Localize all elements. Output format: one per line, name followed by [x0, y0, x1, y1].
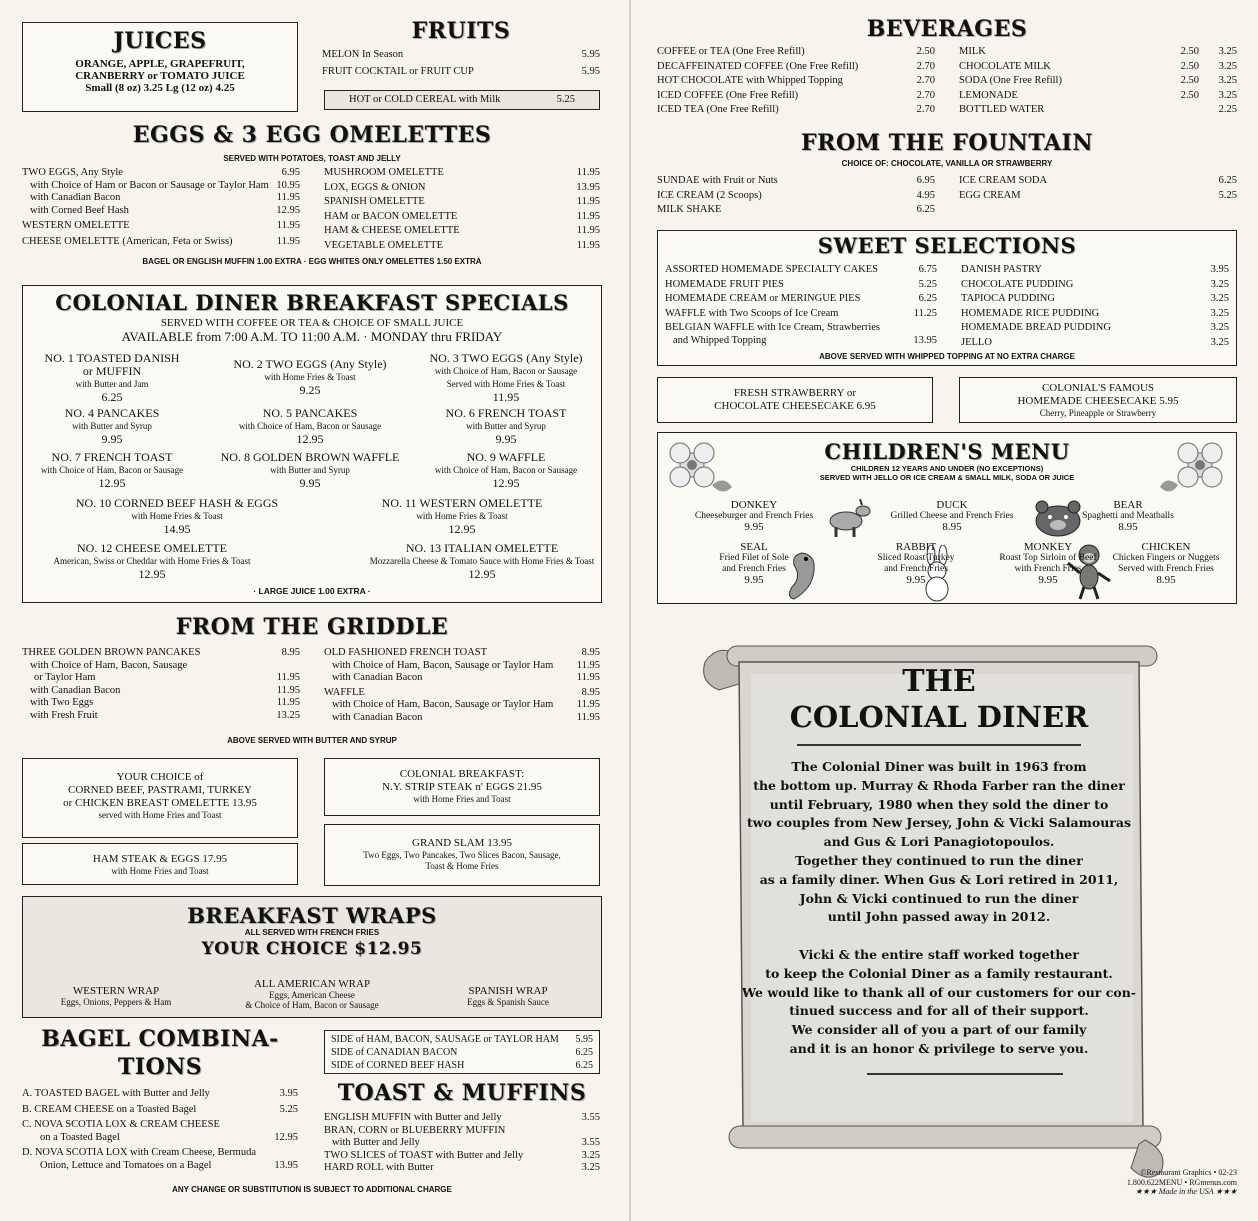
kids-item-text: MONKEY — [1023, 541, 1073, 553]
history-line: and Gus & Lori Panagiotopoulos. — [823, 834, 1055, 850]
egg-item: TWO EGGS, Any Style 6.95 — [22, 167, 300, 178]
toast-list — [324, 1112, 600, 1175]
griddle-item: with Two Eggs 11.95 — [30, 697, 300, 708]
special-text: NO. 2 TWO EGGS (Any Style) — [233, 357, 387, 371]
special-text: NO. 7 FRENCH TOAST — [51, 450, 173, 464]
cereal-name: HOT or COLD CEREAL with Milk — [349, 94, 501, 105]
special-text: 9.95 — [101, 432, 123, 446]
fountain-item: ICE CREAM SODA 6.25 — [959, 175, 1237, 186]
special-text: 12.95 — [468, 567, 496, 581]
cheesecake-box-2: COLONIAL'S FAMOUS HOMEMADE CHEESECAKE 5.95 Cherry, Pineapple or Strawberry — [959, 377, 1237, 423]
sweet-item: HOMEMADE FRUIT PIES 5.25 — [665, 278, 937, 290]
sweets-note: ABOVE SERVED WITH WHIPPED TOPPING AT NO EXTRA CHARGE — [819, 352, 1075, 361]
history-line: to keep the Colonial Diner as a family restaurant. — [765, 965, 1113, 981]
kids-item-seal — [689, 542, 819, 586]
history-line: We consider all of you a part of our family — [791, 1022, 1087, 1038]
griddle-item: THREE GOLDEN BROWN PANCAKES 8.95 — [22, 647, 300, 658]
special-text: 14.95 — [163, 522, 191, 536]
kids-item-text: 8.95 — [1156, 574, 1176, 586]
kids-item-text: 9.95 — [1038, 574, 1058, 586]
special-item — [32, 407, 192, 446]
special-text: 9.25 — [299, 383, 321, 397]
special-item — [362, 497, 562, 536]
history-line: We would like to thank all of our customers for our con- — [742, 984, 1136, 1000]
bagels-list — [22, 1088, 298, 1172]
kids-item-duck — [887, 500, 1017, 533]
beverages-title: BEVERAGES — [866, 16, 1028, 42]
special-item — [416, 451, 596, 490]
kids-item-desc: and French Fries — [884, 564, 948, 574]
egg-item: with Choice of Ham or Bacon or Sausage or Taylor Ham 10.95 — [30, 179, 300, 191]
griddle-item: with Choice of Ham, Bacon, Sausage or Taylor Ham 11.95 — [332, 699, 600, 710]
flower-decoration-left-icon — [662, 435, 734, 505]
beverage-item: COFFEE or TEA (One Free Refill) 2.50 — [657, 46, 935, 57]
history-line: the bottom up. Murray & Rhoda Farber ran the diner — [753, 777, 1125, 793]
side-item: SIDE of HAM, BACON, SAUSAGE or TAYLOR HAM 5.95 — [331, 1034, 593, 1045]
colonial-breakfast-box: COLONIAL BREAKFAST: N.Y. STRIP STEAK n' EGGS 21.95 with Home Fries and Toast — [324, 758, 600, 816]
special-item — [32, 542, 272, 581]
fountain-subtitle: CHOICE OF: CHOCOLATE, VANILLA OR STRAWBERRY — [841, 159, 1053, 168]
kids-item-text: BEAR — [1113, 499, 1143, 511]
special-text: NO. 3 TWO EGGS (Any Style) — [429, 351, 583, 365]
sweet-item: CHOCOLATE PUDDING 3.25 — [961, 278, 1229, 290]
donkey-icon — [818, 499, 874, 539]
cereal-box — [324, 90, 600, 110]
special-text: NO. 11 WESTERN OMELETTE — [381, 496, 543, 510]
griddle-right-column — [324, 647, 600, 724]
sides-box — [324, 1030, 600, 1074]
special-item — [220, 451, 400, 490]
specials-note: · LARGE JUICE 1.00 EXTRA · — [253, 586, 371, 596]
fruit-item: MELON In Season 5.95 — [322, 49, 600, 60]
side-item: SIDE of CANADIAN BACON 6.25 — [331, 1047, 593, 1058]
special-desc: with Choice of Ham, Bacon or Sausage — [238, 421, 382, 431]
toast-item: BRAN, CORN or BLUEBERRY MUFFIN — [324, 1124, 506, 1136]
griddle-note: ABOVE SERVED WITH BUTTER AND SYRUP — [227, 736, 397, 745]
history-title-line1: THE — [902, 664, 976, 699]
sweets-title: SWEET SELECTIONS — [817, 233, 1077, 258]
sweet-item: ASSORTED HOMEMADE SPECIALTY CAKES 6.75 — [665, 264, 937, 275]
eggs-left-column — [22, 167, 300, 248]
beverages-left — [657, 46, 935, 117]
kids-item-desc: Roast Top Sirloin of Beef — [999, 553, 1097, 563]
history-line: until John passed away in 2012. — [827, 909, 1051, 925]
kids-item-text: 8.95 — [1118, 521, 1138, 533]
toast-item: ENGLISH MUFFIN with Butter and Jelly 3.55 — [324, 1112, 600, 1123]
specials-line1: SERVED WITH COFFEE OR TEA & CHOICE OF SMALL JUICE — [160, 317, 464, 329]
history-bottom-rule — [867, 1073, 1063, 1075]
griddle-item: or Taylor Ham 11.95 — [34, 672, 300, 683]
special-text: NO. 5 PANCAKES — [262, 406, 358, 420]
special-item — [220, 358, 400, 397]
special-desc: with Choice of Ham, Bacon or Sausage — [434, 366, 578, 376]
juices-line2: CRANBERRY or TOMATO JUICE — [75, 70, 245, 82]
fountain-right — [959, 175, 1237, 202]
omelette-item: VEGETABLE OMELETTE 11.95 — [324, 239, 600, 251]
kids-item-desc: Grilled Cheese and French Fries — [890, 511, 1014, 521]
bagel-item: D. NOVA SCOTIA LOX with Cream Cheese, Bermuda — [22, 1147, 256, 1158]
egg-item: WESTERN OMELETTE 11.95 — [22, 220, 300, 231]
sweets-right — [961, 264, 1229, 349]
history-line: as a family diner. When Gus & Lori retired in 2011, — [759, 871, 1119, 887]
toast-title: TOAST & MUFFINS — [337, 1080, 587, 1106]
history-line: The Colonial Diner was built in 1963 from — [791, 759, 1087, 774]
wraps-subtitle: ALL SERVED WITH FRENCH FRIES — [244, 928, 380, 937]
juices-box — [22, 22, 298, 112]
history-line: tinued success and for all of their support. — [789, 1003, 1089, 1019]
beverages-right — [959, 46, 1237, 117]
kids-item-text: 9.95 — [744, 574, 764, 586]
fruit-item: FRUIT COCKTAIL or FRUIT CUP 5.95 — [322, 65, 600, 77]
griddle-left-column — [22, 647, 300, 722]
kids-item-chicken — [1101, 542, 1231, 586]
wrap-spanish: SPANISH WRAP Eggs & Spanish Sauce — [467, 985, 549, 1007]
griddle-item: with Choice of Ham, Bacon, Sausage — [30, 659, 188, 671]
beverage-item: ICED COFFEE (One Free Refill) 2.70 — [657, 89, 935, 101]
history-line: Together they continued to run the diner — [795, 852, 1083, 868]
special-text: 12.95 — [448, 522, 476, 536]
bagel-item: C. NOVA SCOTIA LOX & CREAM CHEESE — [22, 1119, 220, 1130]
special-text: 12.95 — [296, 432, 324, 446]
specials-line2: AVAILABLE from 7:00 A.M. TO 11:00 A.M. · MONDAY thru FRIDAY — [121, 329, 503, 344]
history-line — [727, 927, 1151, 946]
bagels-title-line2: TIONS — [117, 1054, 203, 1080]
special-item — [220, 407, 400, 446]
wrap-all-american: ALL AMERICAN WRAP Eggs, American Cheese & Choice of Ham, Bacon or Sausage — [245, 978, 379, 1010]
fruits-title: FRUITS — [411, 18, 511, 44]
kids-item-text: CHICKEN — [1141, 541, 1191, 553]
fountain-title: FROM THE FOUNTAIN — [801, 130, 1093, 156]
bagels-title-line1: BAGEL COMBINA- — [41, 1026, 279, 1052]
sweets-left — [665, 264, 937, 347]
cereal-price: 5.25 — [556, 94, 575, 105]
fountain-item: EGG CREAM 5.25 — [959, 189, 1237, 201]
restaurant-graphics-credit: ©Restaurant Graphics • 02-23 1.800.622MENU • RGmenus.com ★★★ Made in the USA ★★★ — [1126, 1168, 1237, 1196]
children-sub2: SERVED WITH JELLO OR ICE CREAM & SMALL MILK, SODA OR JUICE — [819, 473, 1075, 482]
grand-slam-box: GRAND SLAM 13.95 Two Eggs, Two Pancakes, Two Slices Bacon, Sausage, Toast & Home Fries — [324, 824, 600, 886]
special-text: NO. 8 GOLDEN BROWN WAFFLE — [220, 450, 400, 464]
beverage-item: MILK 2.50 3.25 — [959, 46, 1237, 57]
special-item — [32, 352, 192, 404]
special-text: NO. 13 ITALIAN OMELETTE — [405, 541, 559, 555]
fountain-item: MILK SHAKE 6.25 — [657, 204, 935, 215]
sweet-item: BELGIAN WAFFLE with Ice Cream, Strawberries — [665, 322, 881, 333]
special-desc: with Butter and Syrup — [72, 421, 152, 431]
special-item — [352, 542, 612, 581]
wraps-box — [22, 896, 602, 1018]
beverage-item: DECAFFEINATED COFFEE (One Free Refill) 2.70 — [657, 60, 935, 72]
kids-item-desc: with French Fries — [1014, 564, 1082, 574]
special-text: NO. 6 FRENCH TOAST — [445, 406, 567, 420]
omelette-item: SPANISH OMELETTE 11.95 — [324, 196, 600, 207]
special-item — [416, 407, 596, 446]
sweet-item: WAFFLE with Two Scoops of Ice Cream 11.25 — [665, 307, 937, 319]
special-desc: with Home Fries & Toast — [131, 511, 223, 521]
special-desc: with Butter and Jam — [75, 379, 149, 389]
special-text: or MUFFIN — [82, 364, 142, 378]
special-text: 12.95 — [98, 476, 126, 490]
kids-item-desc: Sliced Roast Turkey — [877, 553, 955, 563]
history-line: Vicki & the entire staff worked together — [799, 946, 1079, 962]
wraps-choice: YOUR CHOICE $12.95 — [201, 939, 423, 959]
history-title-line2: COLONIAL DINER — [789, 700, 1089, 734]
side-item: SIDE of CORNED BEEF HASH 6.25 — [331, 1060, 593, 1071]
special-item — [62, 497, 292, 536]
history-line: until February, 1980 when they sold the diner to — [769, 796, 1109, 812]
special-desc: with Home Fries & Toast — [264, 372, 356, 382]
beverage-item: SODA (One Free Refill) 2.50 3.25 — [959, 75, 1237, 86]
choice-omelette-box: YOUR CHOICE of CORNED BEEF, PASTRAMI, TURKEY or CHICKEN BREAST OMELETTE 13.95 served with Home Fries and Toast — [22, 758, 298, 838]
fountain-left — [657, 175, 935, 217]
sweet-item: HOMEMADE RICE PUDDING 3.25 — [961, 307, 1229, 319]
sweet-item: and Whipped Topping 13.95 — [673, 334, 937, 346]
juices-line3: Small (8 oz) 3.25 Lg (12 oz) 4.25 — [85, 82, 235, 94]
omelette-item: HAM or BACON OMELETTE 11.95 — [324, 210, 600, 222]
kids-item-desc: and French Fries — [722, 564, 786, 574]
kids-item-text: RABBIT — [895, 541, 937, 553]
special-text: NO. 10 CORNED BEEF HASH & EGGS — [75, 496, 279, 510]
egg-item: with Canadian Bacon 11.95 — [30, 192, 300, 203]
juices-title: JUICES — [113, 28, 207, 54]
substitution-note: ANY CHANGE OR SUBSTITUTION IS SUBJECT TO ADDITIONAL CHARGE — [172, 1185, 452, 1194]
sweet-item: JELLO 3.25 — [961, 336, 1229, 348]
history-line: John & Vicki continued to run the diner — [799, 890, 1079, 906]
fruits-section — [322, 18, 600, 78]
special-text: NO. 12 CHEESE OMELETTE — [77, 541, 227, 555]
flower-decoration-right-icon — [1158, 435, 1232, 505]
fountain-item: ICE CREAM (2 Scoops) 4.95 — [657, 189, 935, 201]
kids-item-desc: Spaghetti and Meatballs — [1082, 511, 1174, 521]
kids-item-text: 9.95 — [906, 574, 926, 586]
eggs-right-column — [324, 167, 600, 252]
special-text: NO. 1 TOASTED DANISH — [44, 351, 180, 365]
eggs-note: BAGEL OR ENGLISH MUFFIN 1.00 EXTRA · EGG WHITES ONLY OMELETTES 1.50 EXTRA — [142, 257, 482, 266]
omelette-item: HAM & CHEESE OMELETTE 11.95 — [324, 225, 600, 236]
kids-item-text: SEAL — [740, 541, 768, 553]
beverage-item: HOT CHOCOLATE with Whipped Topping 2.70 — [657, 75, 935, 86]
special-desc: Served with Home Fries & Toast — [446, 379, 566, 389]
kids-item-text: 9.95 — [744, 521, 764, 533]
griddle-item: with Fresh Fruit 13.25 — [30, 709, 300, 721]
special-desc: with Choice of Ham, Bacon or Sausage — [40, 465, 184, 475]
kids-item-text: 8.95 — [942, 521, 962, 533]
special-desc: with Choice of Ham, Bacon or Sausage — [434, 465, 578, 475]
beverage-item: LEMONADE 2.50 3.25 — [959, 89, 1237, 101]
kids-item-desc: Chicken Fingers or Nuggets — [1112, 553, 1220, 563]
griddle-item: with Canadian Bacon 11.95 — [332, 711, 600, 723]
egg-item: with Corned Beef Hash 12.95 — [30, 204, 300, 216]
kids-item-rabbit — [851, 542, 981, 586]
special-desc: American, Swiss or Cheddar with Home Fries & Toast — [53, 556, 251, 566]
special-item — [32, 451, 192, 490]
special-text: NO. 4 PANCAKES — [64, 406, 160, 420]
bagel-item: A. TOASTED BAGEL with Butter and Jelly 3.95 — [22, 1088, 298, 1099]
egg-item: CHEESE OMELETTE (American, Feta or Swiss) 11.95 — [22, 235, 300, 247]
beverage-item: CHOCOLATE MILK 2.50 3.25 — [959, 60, 1237, 72]
beverage-item: ICED TEA (One Free Refill) 2.70 — [657, 104, 935, 115]
special-text: 9.95 — [495, 432, 517, 446]
history-line: and it is an honor & privilege to serve you. — [789, 1040, 1089, 1056]
toast-item: HARD ROLL with Butter 3.25 — [324, 1162, 600, 1173]
specials-title: COLONIAL DINER BREAKFAST SPECIALS — [55, 290, 569, 315]
wrap-western: WESTERN WRAP Eggs, Onions, Peppers & Ham — [60, 985, 172, 1007]
griddle-item: with Canadian Bacon 11.95 — [30, 684, 300, 696]
bagel-item: on a Toasted Bagel 12.95 — [40, 1131, 298, 1143]
special-desc: with Butter and Syrup — [466, 421, 546, 431]
cheesecake-box-1: FRESH STRAWBERRY or CHOCOLATE CHEESECAKE 6.95 — [657, 377, 933, 423]
bagel-item: B. CREAM CHEESE on a Toasted Bagel 5.25 — [22, 1103, 298, 1115]
history-title-rule — [797, 744, 1081, 746]
right-menu-page — [629, 0, 1258, 1221]
griddle-item: OLD FASHIONED FRENCH TOAST 8.95 — [324, 647, 600, 658]
juices-line1: ORANGE, APPLE, GRAPEFRUIT, — [75, 58, 245, 70]
eggs-title: EGGS & 3 EGG OMELETTES — [132, 122, 492, 148]
special-text: 6.25 — [101, 390, 123, 404]
children-sub1: CHILDREN 12 YEARS AND UNDER (NO EXCEPTIONS) — [850, 464, 1044, 473]
kids-item-desc: Fried Filet of Sole — [719, 553, 789, 563]
special-text: 11.95 — [492, 390, 520, 404]
eggs-subtitle: SERVED WITH POTATOES, TOAST AND JELLY — [223, 154, 401, 163]
sweet-item: HOMEMADE CREAM or MERINGUE PIES 6.25 — [665, 293, 937, 304]
special-text: 12.95 — [138, 567, 166, 581]
toast-item: TWO SLICES of TOAST with Butter and Jelly 3.25 — [324, 1149, 600, 1161]
history-line: two couples from New Jersey, John & Vicki Salamouras — [746, 815, 1132, 831]
sweet-item: TAPIOCA PUDDING 3.25 — [961, 293, 1229, 304]
wraps-title: BREAKFAST WRAPS — [187, 903, 437, 928]
special-text: 12.95 — [492, 476, 520, 490]
sweet-item: HOMEMADE BREAD PUDDING 3.25 — [961, 322, 1229, 333]
toast-item: with Butter and Jelly 3.55 — [332, 1137, 600, 1148]
griddle-item: WAFFLE 8.95 — [324, 686, 600, 698]
kids-item-desc: Cheeseburger and French Fries — [694, 511, 814, 521]
fountain-item: SUNDAE with Fruit or Nuts 6.95 — [657, 175, 935, 186]
children-title: CHILDREN'S MENU — [824, 439, 1070, 464]
omelette-item: LOX, EGGS & ONION 13.95 — [324, 181, 600, 193]
omelette-item: MUSHROOM OMELETTE 11.95 — [324, 167, 600, 178]
griddle-title: FROM THE GRIDDLE — [175, 614, 449, 640]
griddle-item: with Choice of Ham, Bacon, Sausage or Taylor Ham 11.95 — [332, 659, 600, 671]
kids-item-bear — [1063, 500, 1193, 533]
special-desc: with Butter and Syrup — [270, 465, 350, 475]
history-text — [727, 758, 1151, 1059]
special-desc: with Home Fries & Toast — [416, 511, 508, 521]
sweet-item: DANISH PASTRY 3.95 — [961, 264, 1229, 275]
beverage-item: BOTTLED WATER 2.25 — [959, 104, 1237, 115]
special-text: NO. 9 WAFFLE — [466, 450, 546, 464]
kids-item-donkey — [689, 500, 819, 533]
special-item — [416, 352, 596, 404]
griddle-item: with Canadian Bacon 11.95 — [332, 672, 600, 683]
ham-steak-box: HAM STEAK & EGGS 17.95 with Home Fries and Toast — [22, 843, 298, 885]
kids-item-text: DUCK — [936, 499, 968, 511]
special-text: 9.95 — [299, 476, 321, 490]
special-desc: Mozzarella Cheese & Tomato Sauce with Home Fries & Toast — [369, 556, 595, 566]
kids-item-text: DONKEY — [730, 499, 778, 511]
kids-item-desc: Served with French Fries — [1118, 564, 1214, 574]
bagel-item: Onion, Lettuce and Tomatoes on a Bagel 13.95 — [40, 1159, 298, 1171]
